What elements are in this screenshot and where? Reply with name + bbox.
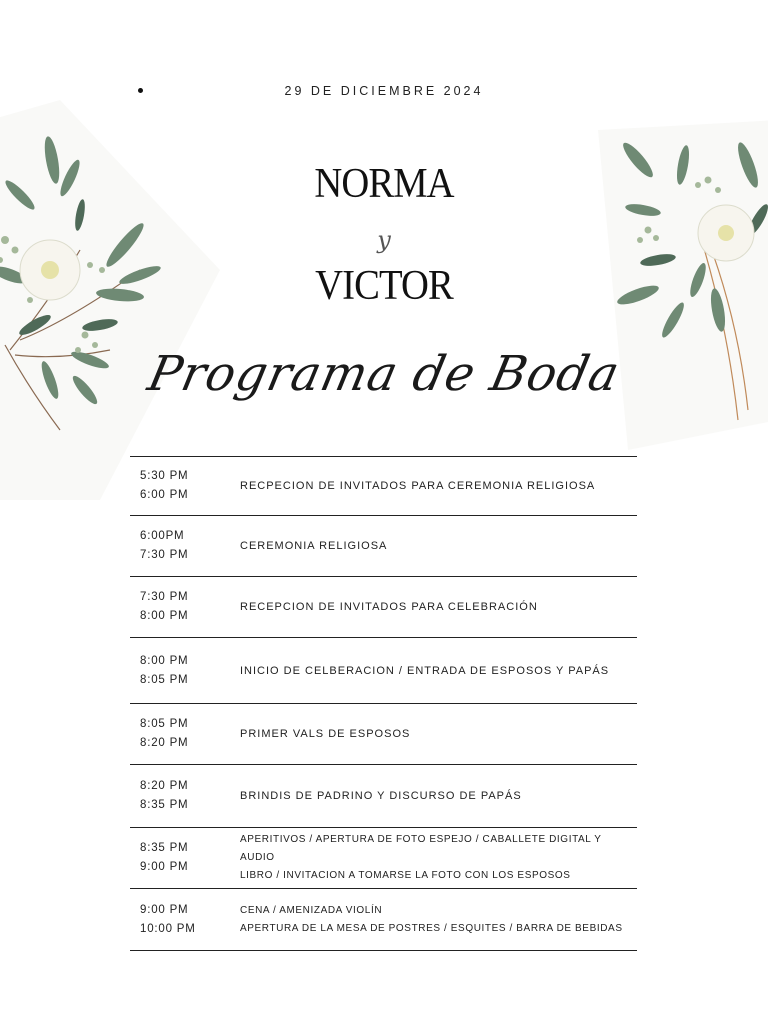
- start-time: 9:00 PM: [140, 903, 189, 916]
- schedule-table: [130, 456, 637, 951]
- end-time: 10:00 PM: [140, 922, 196, 935]
- conjunction: y: [377, 226, 391, 254]
- activity-line: RECPECION DE INVITADOS PARA CEREMONIA RELIGIOSA: [240, 480, 596, 492]
- activity-line: APERTURA DE LA MESA DE POSTRES / ESQUITES / BARRA DE BEBIDAS: [240, 922, 623, 934]
- activity-line: LIBRO / INVITACION A TOMARSE LA FOTO CON LOS ESPOSOS: [240, 870, 571, 881]
- program-title: Programa de Boda: [143, 346, 625, 402]
- schedule-row: [130, 457, 637, 516]
- start-time: 8:05 PM: [140, 718, 189, 730]
- activity-line: BRINDIS DE PADRINO Y DISCURSO DE PAPÁS: [240, 790, 522, 802]
- schedule-row: [130, 828, 637, 889]
- activity-line: CENA / AMENIZADA VIOLÍN: [240, 904, 383, 916]
- schedule-row: [130, 889, 637, 951]
- schedule-row: [130, 638, 637, 704]
- time-range: [130, 588, 240, 626]
- schedule-row: [130, 516, 637, 577]
- end-time: 8:35 PM: [140, 799, 189, 811]
- activity-description: [240, 540, 637, 552]
- end-time: 8:05 PM: [140, 673, 189, 686]
- start-time: 8:00 PM: [140, 654, 189, 667]
- bride-name: NORMA: [314, 161, 454, 207]
- start-time: 8:35 PM: [140, 842, 189, 854]
- schedule-row: [130, 765, 637, 828]
- activity-line: APERITIVOS / APERTURA DE FOTO ESPEJO / CABALLETE DIGITAL Y AUDIO: [240, 834, 602, 863]
- schedule-row: [130, 704, 637, 765]
- end-time: 8:00 PM: [140, 610, 189, 622]
- event-date: 29 DE DICIEMBRE 2024: [284, 84, 484, 98]
- activity-line: PRIMER VALS DE ESPOSOS: [240, 728, 411, 740]
- end-time: 7:30 PM: [140, 549, 189, 561]
- activity-description: [240, 601, 637, 613]
- activity-description: [240, 728, 637, 740]
- start-time: 8:20 PM: [140, 780, 189, 792]
- start-time: 5:30 PM: [140, 470, 189, 482]
- time-range: [130, 839, 240, 877]
- activity-description: [240, 790, 637, 802]
- time-range: [130, 527, 240, 565]
- end-time: 6:00 PM: [140, 489, 189, 501]
- activity-description: [240, 831, 637, 885]
- activity-description: [240, 480, 637, 492]
- schedule-row: [130, 577, 637, 638]
- end-time: 8:20 PM: [140, 737, 189, 749]
- time-range: [130, 652, 240, 690]
- time-range: [130, 901, 240, 939]
- time-range: [130, 715, 240, 753]
- end-time: 9:00 PM: [140, 861, 189, 873]
- activity-description: [240, 665, 637, 677]
- activity-line: RECEPCION DE INVITADOS PARA CELEBRACIÓN: [240, 601, 538, 613]
- groom-name: VICTOR: [315, 263, 453, 309]
- time-range: [130, 777, 240, 815]
- activity-description: [240, 902, 637, 938]
- activity-line: INICIO DE CELBERACION / ENTRADA DE ESPOSOS Y PAPÁS: [240, 664, 610, 677]
- start-time: 6:00PM: [140, 530, 185, 542]
- activity-line: CEREMONIA RELIGIOSA: [240, 540, 388, 552]
- start-time: 7:30 PM: [140, 591, 189, 603]
- time-range: [130, 467, 240, 505]
